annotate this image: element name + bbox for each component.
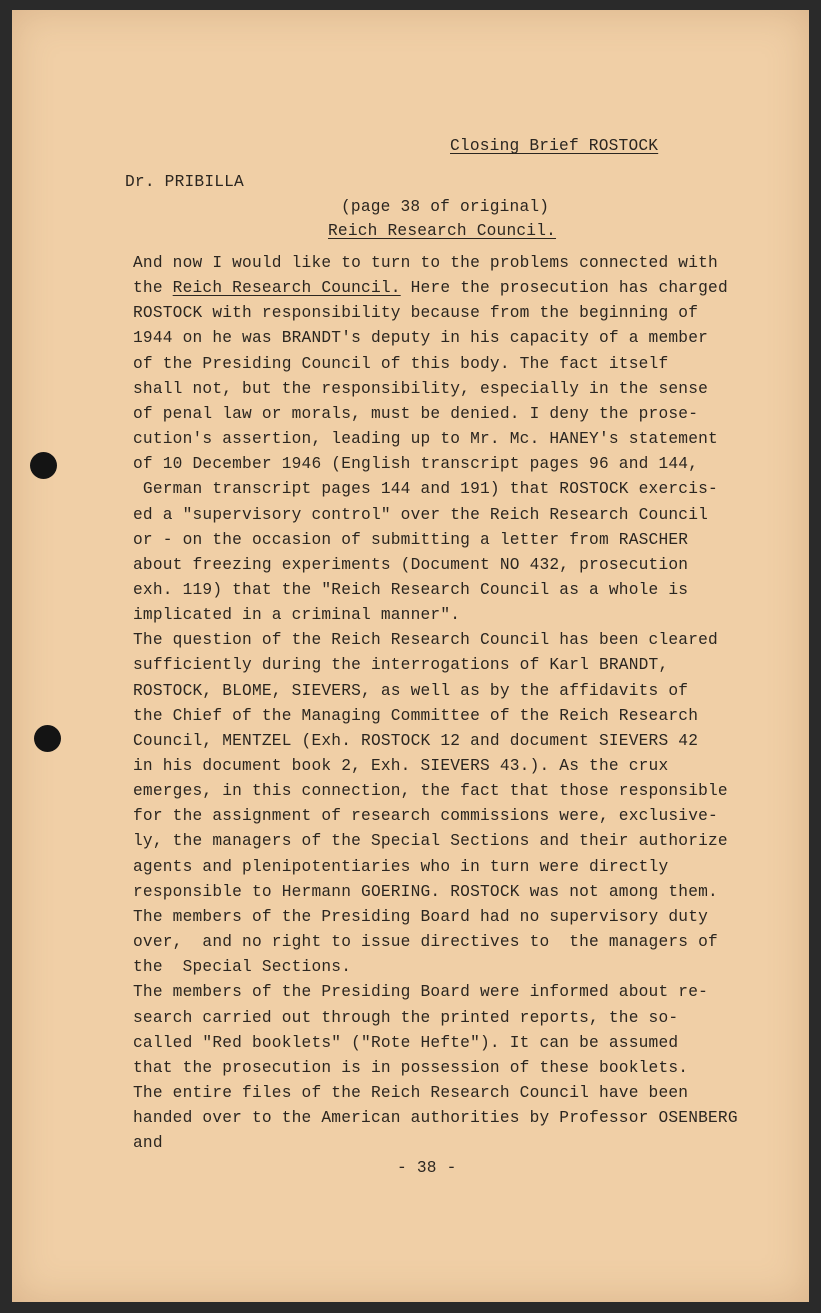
- body-line: the Chief of the Managing Committee of the Reich Research: [133, 706, 699, 725]
- body-line: [133, 279, 728, 297]
- body-line: responsible to Hermann GOERING. ROSTOCK was not among them.: [133, 882, 718, 901]
- punch-hole-top: [30, 452, 57, 479]
- body-line: sufficiently during the interrogations of Karl BRANDT,: [133, 656, 669, 675]
- body-line: exh. 119) that the "Reich Research Council as a whole is: [133, 580, 689, 599]
- body-line: The entire files of the Reich Research Council have been: [133, 1083, 689, 1102]
- body-line: search carried out through the printed reports, the so-: [133, 1008, 679, 1027]
- body-line: called "Red booklets" ("Rote Hefte"). It can be assumed: [133, 1033, 679, 1052]
- body-line: agents and plenipotentiaries who in turn were directly: [133, 857, 669, 876]
- body-line: ROSTOCK, BLOME, SIEVERS, as well as by the affidavits of: [133, 681, 689, 700]
- body-line: shall not, but the responsibility, especially in the sense: [133, 379, 709, 398]
- body-line: German transcript pages 144 and 191) that ROSTOCK exercis-: [133, 480, 718, 499]
- body-line: cution's assertion, leading up to Mr. Mc. HANEY's statement: [133, 430, 718, 449]
- body-line: Council, MENTZEL (Exh. ROSTOCK 12 and document SIEVERS 42: [133, 731, 699, 750]
- body-line: about freezing experiments (Document NO 432, prosecution: [133, 555, 689, 574]
- body-line: the Special Sections.: [133, 958, 352, 977]
- underlined-reference: Reich Research Council.: [172, 279, 401, 298]
- body-line: that the prosecution is in possession of these booklets.: [133, 1058, 689, 1077]
- punch-hole-bottom: [34, 725, 61, 752]
- body-line: The question of the Reich Research Council has been cleared: [133, 631, 718, 650]
- body-line: emerges, in this connection, the fact that those responsible: [133, 782, 728, 801]
- page-reference: (page 38 of original): [341, 198, 550, 216]
- body-line: of 10 December 1946 (English transcript pages 96 and 144,: [133, 455, 699, 474]
- body-line: ROSTOCK with responsibility because from the beginning of: [133, 304, 699, 323]
- body-line: or - on the occasion of submitting a letter from RASCHER: [133, 530, 689, 549]
- body-line: handed over to the American authorities by Professor OSENBERG: [133, 1109, 738, 1128]
- author-line: Dr. PRIBILLA: [125, 173, 244, 191]
- body-line-text: the: [133, 279, 173, 298]
- body-line: in his document book 2, Exh. SIEVERS 43.). As the crux: [133, 757, 669, 775]
- body-line: The members of the Presiding Board were informed about re-: [133, 983, 709, 1002]
- body-line: The members of the Presiding Board had no supervisory duty: [133, 907, 709, 926]
- page-number: - 38 -: [397, 1159, 457, 1177]
- body-line: ly, the managers of the Special Sections and their authorize: [133, 832, 728, 851]
- section-heading: Reich Research Council.: [328, 222, 557, 240]
- body-line: and: [133, 1134, 163, 1153]
- body-line: implicated in a criminal manner".: [133, 606, 461, 625]
- header-title: Closing Brief ROSTOCK: [450, 137, 659, 155]
- document-page: [12, 10, 809, 1302]
- body-line-text: Here the prosecution has charged: [400, 279, 728, 298]
- body-line: of the Presiding Council of this body. The fact itself: [133, 354, 669, 373]
- body-line: ed a "supervisory control" over the Reich Research Council: [133, 505, 709, 524]
- body-line: of penal law or morals, must be denied. I deny the prose-: [133, 404, 699, 423]
- body-line: for the assignment of research commissions were, exclusive-: [133, 807, 718, 826]
- body-line: over, and no right to issue directives to the managers of: [133, 933, 718, 952]
- body-line: And now I would like to turn to the problems connected with: [133, 254, 718, 272]
- body-line: 1944 on he was BRANDT's deputy in his capacity of a member: [133, 329, 709, 348]
